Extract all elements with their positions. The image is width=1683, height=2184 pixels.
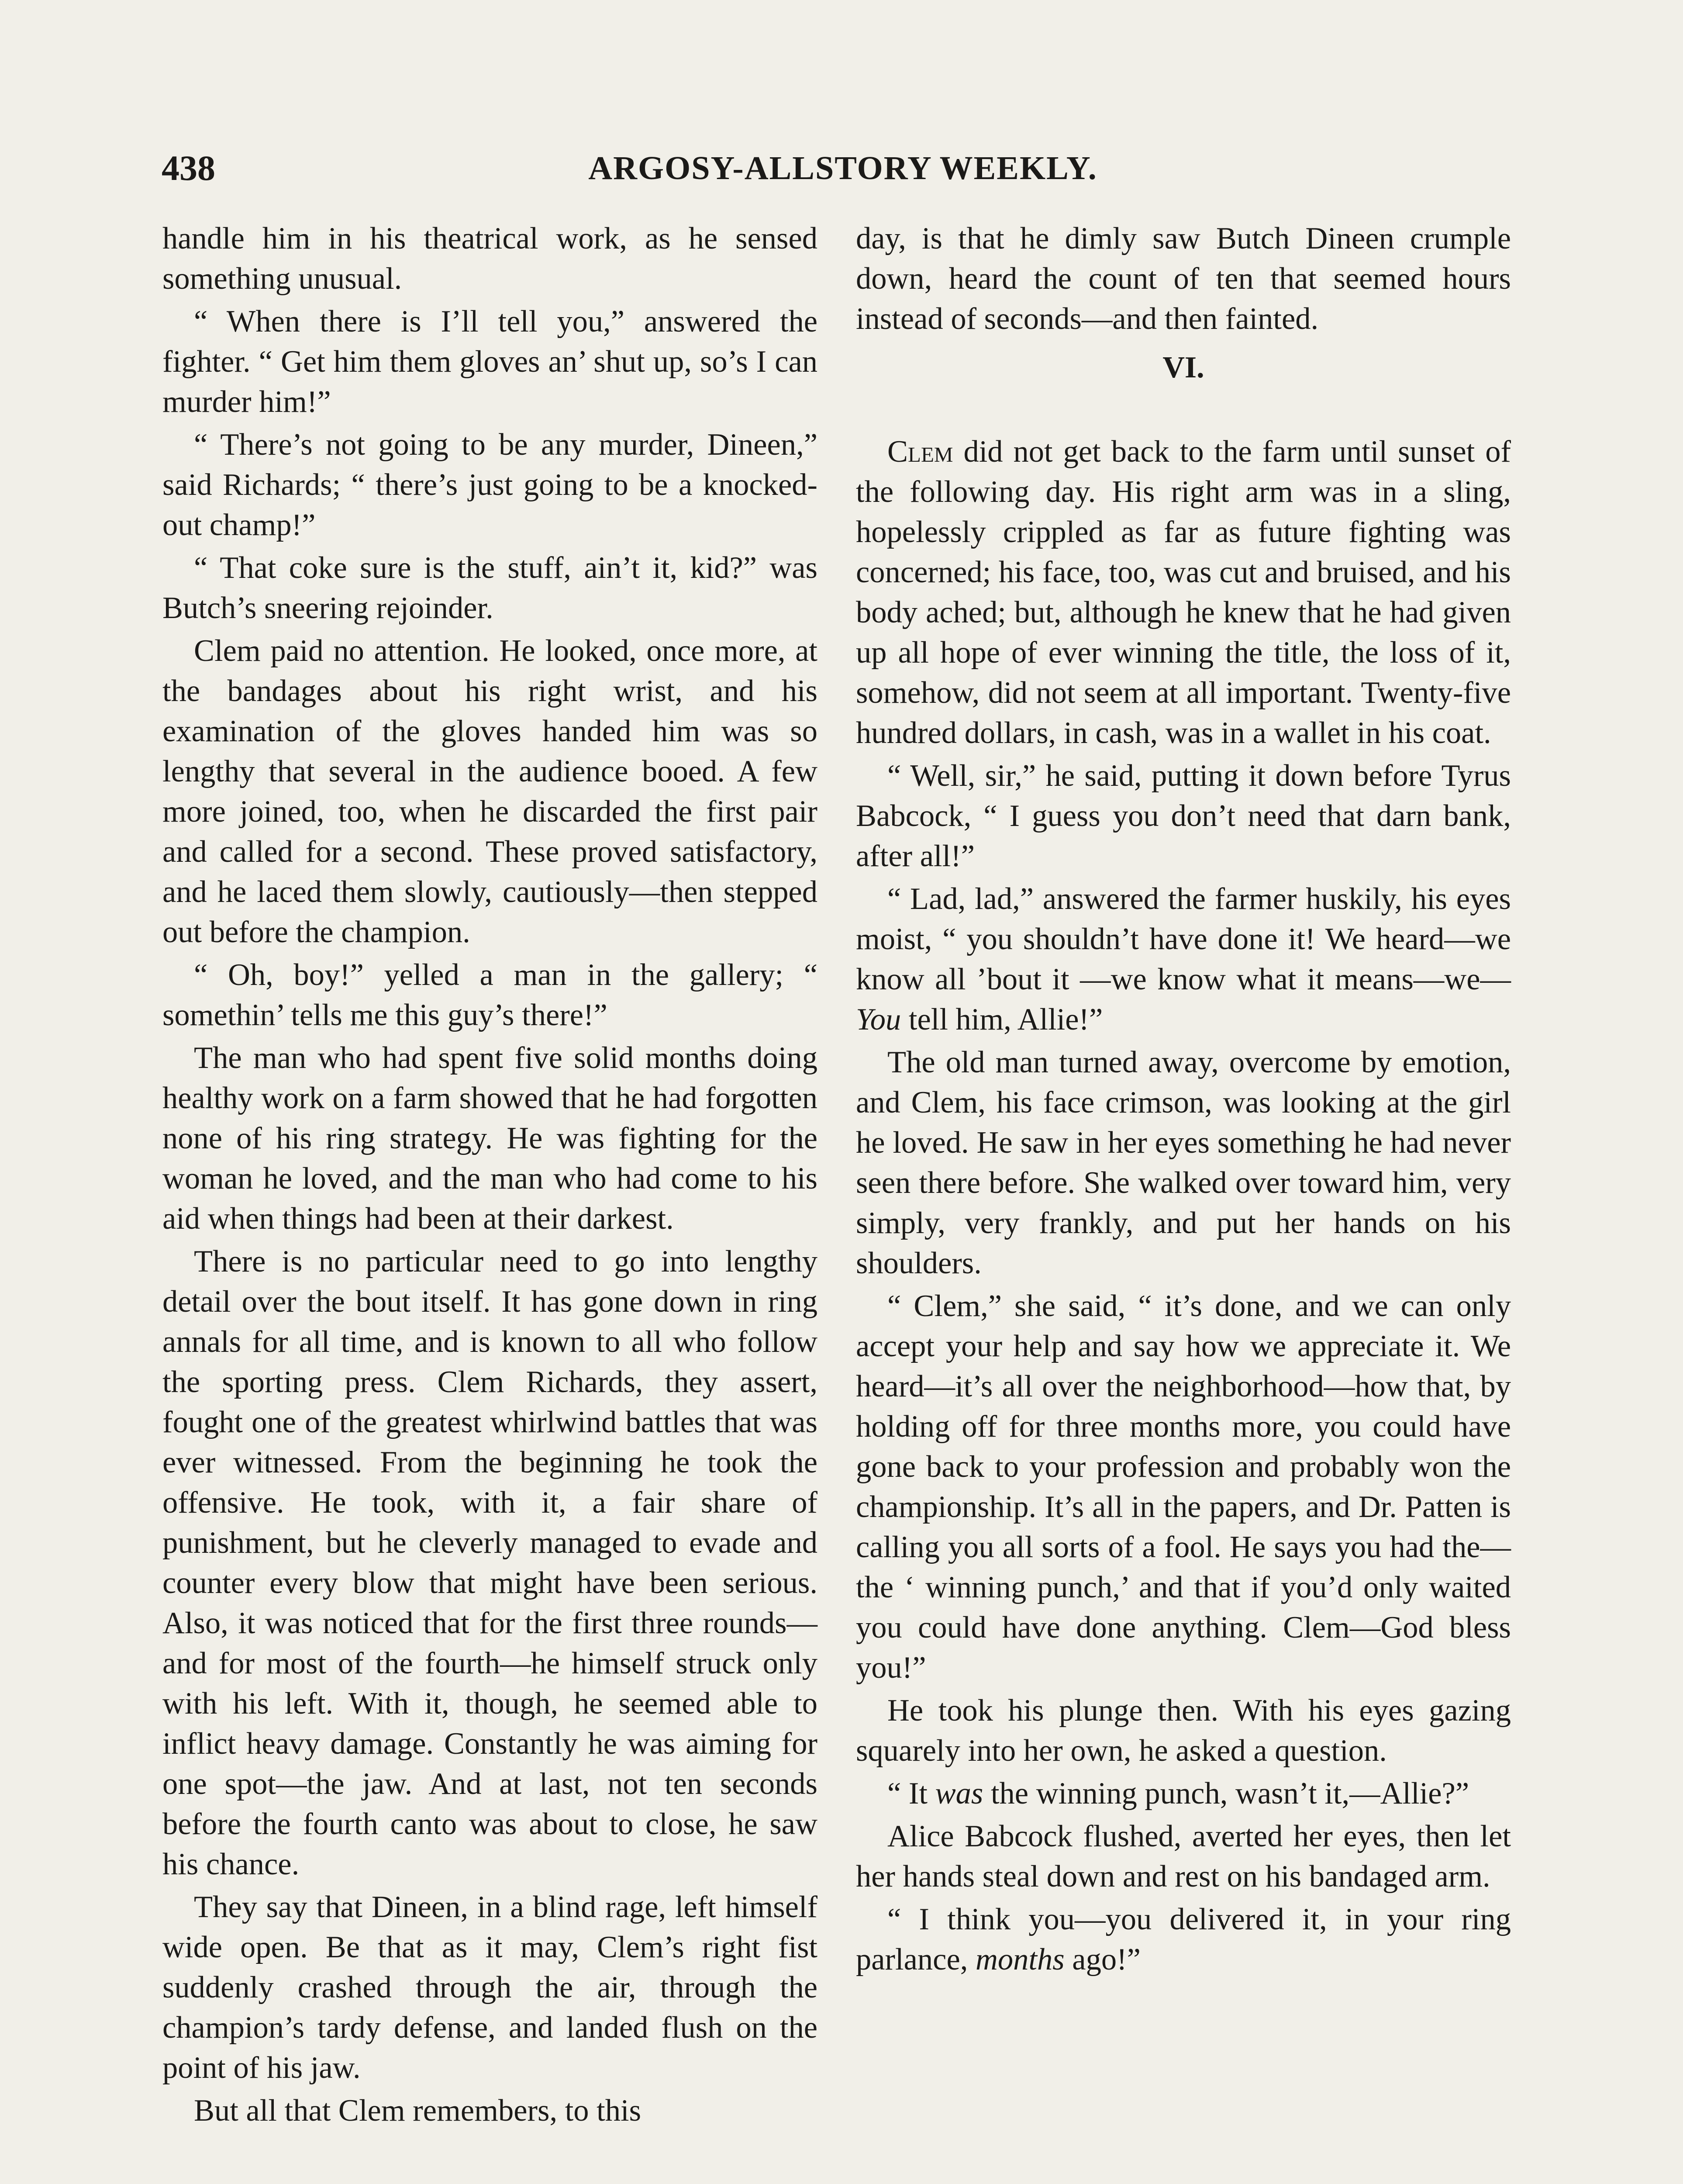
paragraph: The old man turned away, overcome by emotion, and Clem, his face crimson, was looking at the girl he loved. He saw in her eyes something he had never seen there before. She walked over toward him, very simply, very frankly, and put her hands on his shoulders.	[856, 1045, 1511, 1280]
paragraph: Alice Babcock flushed, averted her eyes, then let her hands steal down and rest on his bandaged arm.	[856, 1819, 1511, 1894]
paragraph	[856, 1773, 1511, 1814]
paragraph: “ Well, sir,” he said, putting it down before Tyrus Babcock, “ I guess you don’t need that darn bank, after all!”	[856, 759, 1511, 873]
paragraph-text: tell him, Allie!”	[901, 1002, 1103, 1037]
paragraph: “ Oh, boy!” yelled a man in the gallery; “ somethin’ tells me this guy’s there!”	[162, 958, 817, 1032]
paragraph: Clem paid no attention. He looked, once more, at the bandages about his right wrist, and his examination of the gloves handed him was so lengthy that several in the audience booed. A few more joined, too, when he discarded the first pair and called for a second. These proved satisfactory, and he laced them slowly, cautiously—then stepped out before the champion.	[162, 634, 817, 949]
italic-word: You	[856, 1002, 901, 1037]
paragraph	[856, 1899, 1511, 1980]
paragraph-text: ago!”	[1064, 1942, 1141, 1977]
italic-word: months	[975, 1942, 1065, 1977]
paragraph: They say that Dineen, in a blind rage, left himself wide open. Be that as it may, Clem’s right fist suddenly crashed through the air, through the champion’s tardy defense, and landed flush on the point of his jaw.	[162, 1890, 817, 2085]
paragraph-text: “ Lad, lad,” answered the farmer huskily, his eyes moist, “ you shouldn’t have done it! We heard—we know all ’bout it —we know what it means—we—	[856, 882, 1511, 996]
paragraph: handle him in his theatrical work, as he sensed something unusual.	[162, 221, 817, 296]
page-header	[162, 144, 1524, 192]
paragraph: There is no particular need to go into lengthy detail over the bout itself. It has gone down in ring annals for all time, and is known to all who follow the sporting press. Clem Richards, they assert, fought one of the greatest whirlwind battles that was ever witnessed. From the beginning he took the offensive. He took, with it, a fair share of punishment, but he cleverly managed to evade and counter every blow that might have been serious. Also, it was noticed that for the first three rounds—and for most of the fourth—he himself struck only with his left. With it, though, he seemed able to inflict heavy damage. Constantly he was aiming for one spot—the jaw. And at last, not ten seconds before the fourth canto was about to close, he saw his chance.	[162, 1244, 817, 1881]
paragraph: “ Clem,” she said, “ it’s done, and we can only accept your help and say how we appreciate it. We heard—it’s all over the neighborhood—how that, by holding off for three months more, you could have gone back to your profession and probably won the championship. It’s all in the papers, and Dr. Patten is calling you all sorts of a fool. He says you had the—the ‘ winning punch,’ and that if you’d only waited you could have done anything. Clem—God bless you!”	[856, 1289, 1511, 1685]
paragraph	[856, 879, 1511, 1040]
paragraph: The man who had spent five solid months doing healthy work on a farm showed that he had forgotten none of his ring strategy. He was fighting for the woman he loved, and the man who had come to his aid when things had been at their darkest.	[162, 1041, 817, 1236]
paragraph-text: the winning punch, wasn’t it,—Allie?”	[983, 1776, 1469, 1811]
page-number: 438	[162, 148, 215, 188]
running-head: ARGOSY-ALLSTORY WEEKLY.	[588, 150, 1097, 187]
paragraph: He took his plunge then. With his eyes gazing squarely into her own, he asked a question.	[856, 1693, 1511, 1768]
left-column	[162, 218, 817, 2131]
italic-word: was	[935, 1776, 983, 1811]
section-heading: VI.	[1162, 351, 1204, 384]
paragraph: day, is that he dimly saw Butch Dineen crumple down, heard the count of ten that seemed hours instead of seconds—and then fainted.	[856, 221, 1511, 336]
paragraph-text: did not get back to the farm until sunset of the following day. His right arm was in a sling, hopelessly crippled as far as future fighting was concerned; his face, too, was cut and bruised, and his body ached; but, although he knew that he had given up all hope of ever winning the title, the loss of it, somehow, did not seem at all important. Twenty-five hundred dollars, in cash, was in a wallet in his coat.	[856, 435, 1511, 750]
drop-word: Clem	[887, 435, 953, 469]
paragraph-text: “ It	[887, 1776, 935, 1811]
paragraph: “ There’s not going to be any murder, Dineen,” said Richards; “ there’s just going to be a knocked-out champ!”	[162, 428, 817, 542]
paragraph: But all that Clem remembers, to this	[194, 2094, 641, 2128]
paragraph-text: “ I think you—you delivered it, in your ring parlance,	[856, 1902, 1511, 1977]
paragraph: “ When there is I’ll tell you,” answered the fighter. “ Get him them gloves an’ shut up, so’s I can murder him!”	[162, 304, 817, 419]
paragraph: “ That coke sure is the stuff, ain’t it, kid?” was Butch’s sneering rejoinder.	[162, 551, 817, 625]
right-column	[856, 218, 1511, 1980]
paragraph	[856, 432, 1511, 753]
